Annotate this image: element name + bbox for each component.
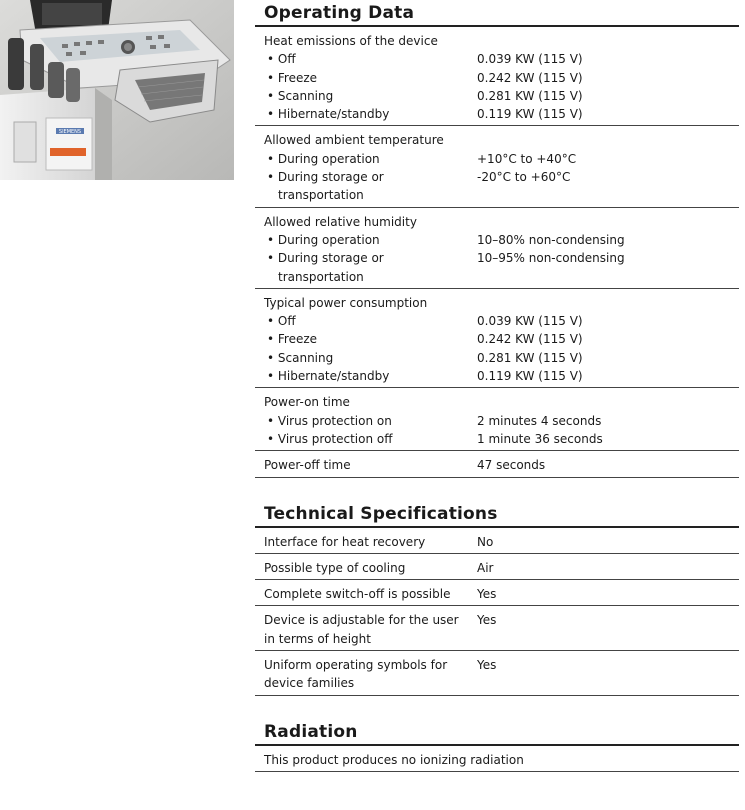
table-row: • Hibernate/standby 0.119 KW (115 V) [267,369,583,384]
spec-column [255,0,739,772]
temp-header: Allowed ambient temperature [264,133,444,148]
table-row: • During operation 10–80% non-condensing [267,232,625,247]
table-row: • Virus protection off 1 minute 36 seconds [267,431,603,446]
table-row: • During operation +10°C to +40°C [267,151,577,166]
power-header: Typical power consumption [264,295,428,310]
table-row: • Off 0.039 KW (115 V) [267,314,583,329]
table-row: Possible type of cooling Air [255,554,739,580]
power-off-block [255,451,739,477]
table-row: Device is adjustable for the user Yes in terms of height [255,606,739,651]
siemens-logo: SIEMENS [58,129,82,135]
poweron-header: Power-on time [264,395,350,410]
radiation-title: Radiation [264,721,358,742]
table-row: transportation [278,188,364,203]
table-row: • During storage or -20°C to +60°C [267,170,571,185]
table-row: • Freeze 0.242 KW (115 V) [267,70,583,85]
table-row: • Virus protection on 2 minutes 4 seconds [267,413,602,428]
heat-header: Heat emissions of the device [264,34,438,48]
operating-data-title: Operating Data [264,3,415,23]
power-consumption-block [255,289,739,388]
table-row: Power-off time 47 seconds [264,458,546,473]
table-row: • Off 0.039 KW (115 V) [267,52,583,67]
table-row: • Hibernate/standby 0.119 KW (115 V) [267,107,583,122]
product-photo [0,0,234,180]
table-row: • Freeze 0.242 KW (115 V) [267,332,583,347]
power-on-block [255,388,739,451]
table-row: • Scanning 0.281 KW (115 V) [267,350,583,365]
humidity-header: Allowed relative humidity [264,214,417,229]
table-row: Interface for heat recovery No [255,528,739,554]
table-row: Uniform operating symbols for Yes device families [255,651,739,696]
temperature-block [255,126,739,207]
table-row: Complete switch-off is possible Yes [255,580,739,606]
table-row: This product produces no ionizing radiation [255,746,739,772]
heat-emissions-block [255,27,739,126]
table-row: transportation [278,269,364,284]
table-row: • Scanning 0.281 KW (115 V) [267,88,583,103]
technical-specs-title: Technical Specifications [264,503,498,524]
table-row: • During storage or 10–95% non-condensing [267,251,625,266]
humidity-block [255,208,739,289]
